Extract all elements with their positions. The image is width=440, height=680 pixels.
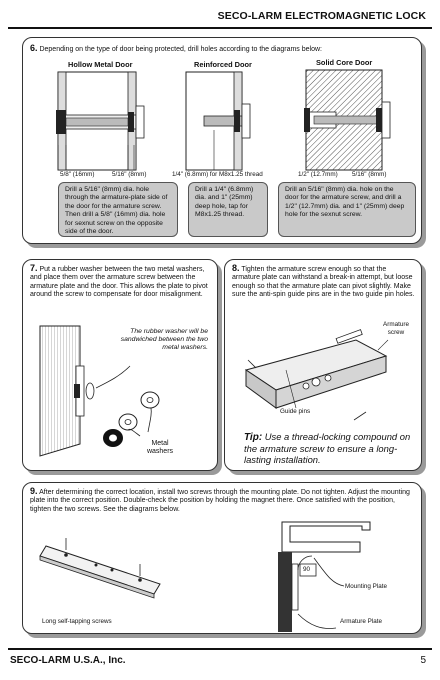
step6-number: 6.	[30, 43, 38, 53]
page-number: 5	[420, 655, 426, 666]
solid-info-box: Drill an 5/16" (8mm) dia. hole on the door for the armature screw, and drill a 1/2" (12.7mm) dia. and 1" (25mm) deep hole for the sexnut screw.	[278, 182, 416, 237]
step7-instruction: Put a rubber washer between the two metal washers, and place them over the armature screw between the armature plate and the door. This allows the plate to pivot around the screw to compensate for door misalignment.	[30, 266, 208, 298]
mounting-plate-label: Mounting Plate	[345, 583, 388, 590]
mounting-plate-diagram	[40, 522, 170, 612]
header-title: ELECTROMAGNETIC LOCK	[285, 10, 426, 22]
armature-screw-label: Armature screw	[383, 321, 409, 336]
step9-text	[30, 487, 415, 514]
reinforced-door-diagram	[184, 70, 264, 172]
header-rule	[8, 27, 432, 29]
page-header	[218, 10, 426, 22]
solid-label-left: 1/2" (12.7mm)	[298, 171, 338, 178]
step6-instruction: Depending on the type of door being protected, drill holes according to the diagrams below:	[39, 46, 322, 53]
hollow-label-left: 5/8" (16mm)	[60, 171, 95, 178]
tip-label: Tip:	[244, 432, 263, 443]
footer-rule	[8, 648, 432, 650]
self-tapping-screws-label: Long self-tapping screws	[42, 618, 112, 625]
step9-instruction: After determining the correct location, install two screws through the mounting plate. Do not tighten. Adjust the mounting plate into the correct position. Double-check the position by holding the magnet there. Once satisfied with the position, tighten the two screws. See the diagrams below.	[30, 489, 410, 513]
reinforced-label: 1/4" (6.8mm) for M8x1.25 thread	[172, 171, 263, 178]
solid-label-right: 5/16" (8mm)	[352, 171, 387, 178]
reinforced-info-box: Drill a 1/4" (6.8mm) dia. and 1" (25mm) deep hole, tap for M8x1.25 thread.	[188, 182, 268, 237]
step8-number: 8.	[232, 263, 240, 273]
step9-number: 9.	[30, 486, 38, 496]
metal-washers-label: Metal washers	[146, 440, 174, 455]
header-brand: SECO-LARM	[217, 10, 283, 22]
step7-number: 7.	[30, 263, 38, 273]
door-title-reinforced: Reinforced Door	[194, 60, 252, 69]
hollow-label-right: 5/16" (8mm)	[112, 171, 147, 178]
step8-tip	[244, 431, 416, 465]
hollow-info-box: Drill a 5/16" (8mm) dia. hole through the armature-plate side of the door for the armature screw. Then drill a 5/8" (16mm) dia. hole for sexnut screw on the opposite side of the door.	[58, 182, 178, 237]
step8-text	[232, 264, 416, 299]
footer-company: SECO-LARM U.S.A., Inc.	[10, 655, 126, 666]
tip-text: Use a thread-locking compound on the armature screw to ensure a long-lasting installation.	[244, 431, 411, 465]
washer-diagram	[30, 326, 210, 466]
step7-text	[30, 264, 212, 299]
step7-note: The rubber washer will be sandwiched between the two metal washers.	[120, 328, 208, 351]
step6-text	[30, 44, 415, 54]
solid-door-diagram	[304, 68, 400, 172]
hollow-door-diagram	[56, 70, 156, 172]
door-title-solid: Solid Core Door	[316, 58, 373, 67]
armature-plate-label: Armature Plate	[340, 618, 382, 625]
step8-instruction: Tighten the armature screw enough so that the armature plate can withstand a break-in attempt, but loose enough so that the armature plate can pivot slightly. Make sure the anti-spin guide pins are in the two guide pin holes.	[232, 266, 415, 298]
door-title-hollow: Hollow Metal Door	[68, 60, 133, 69]
guide-pins-label: Guide pins	[280, 408, 311, 415]
angle-90-label: 90	[303, 566, 311, 573]
